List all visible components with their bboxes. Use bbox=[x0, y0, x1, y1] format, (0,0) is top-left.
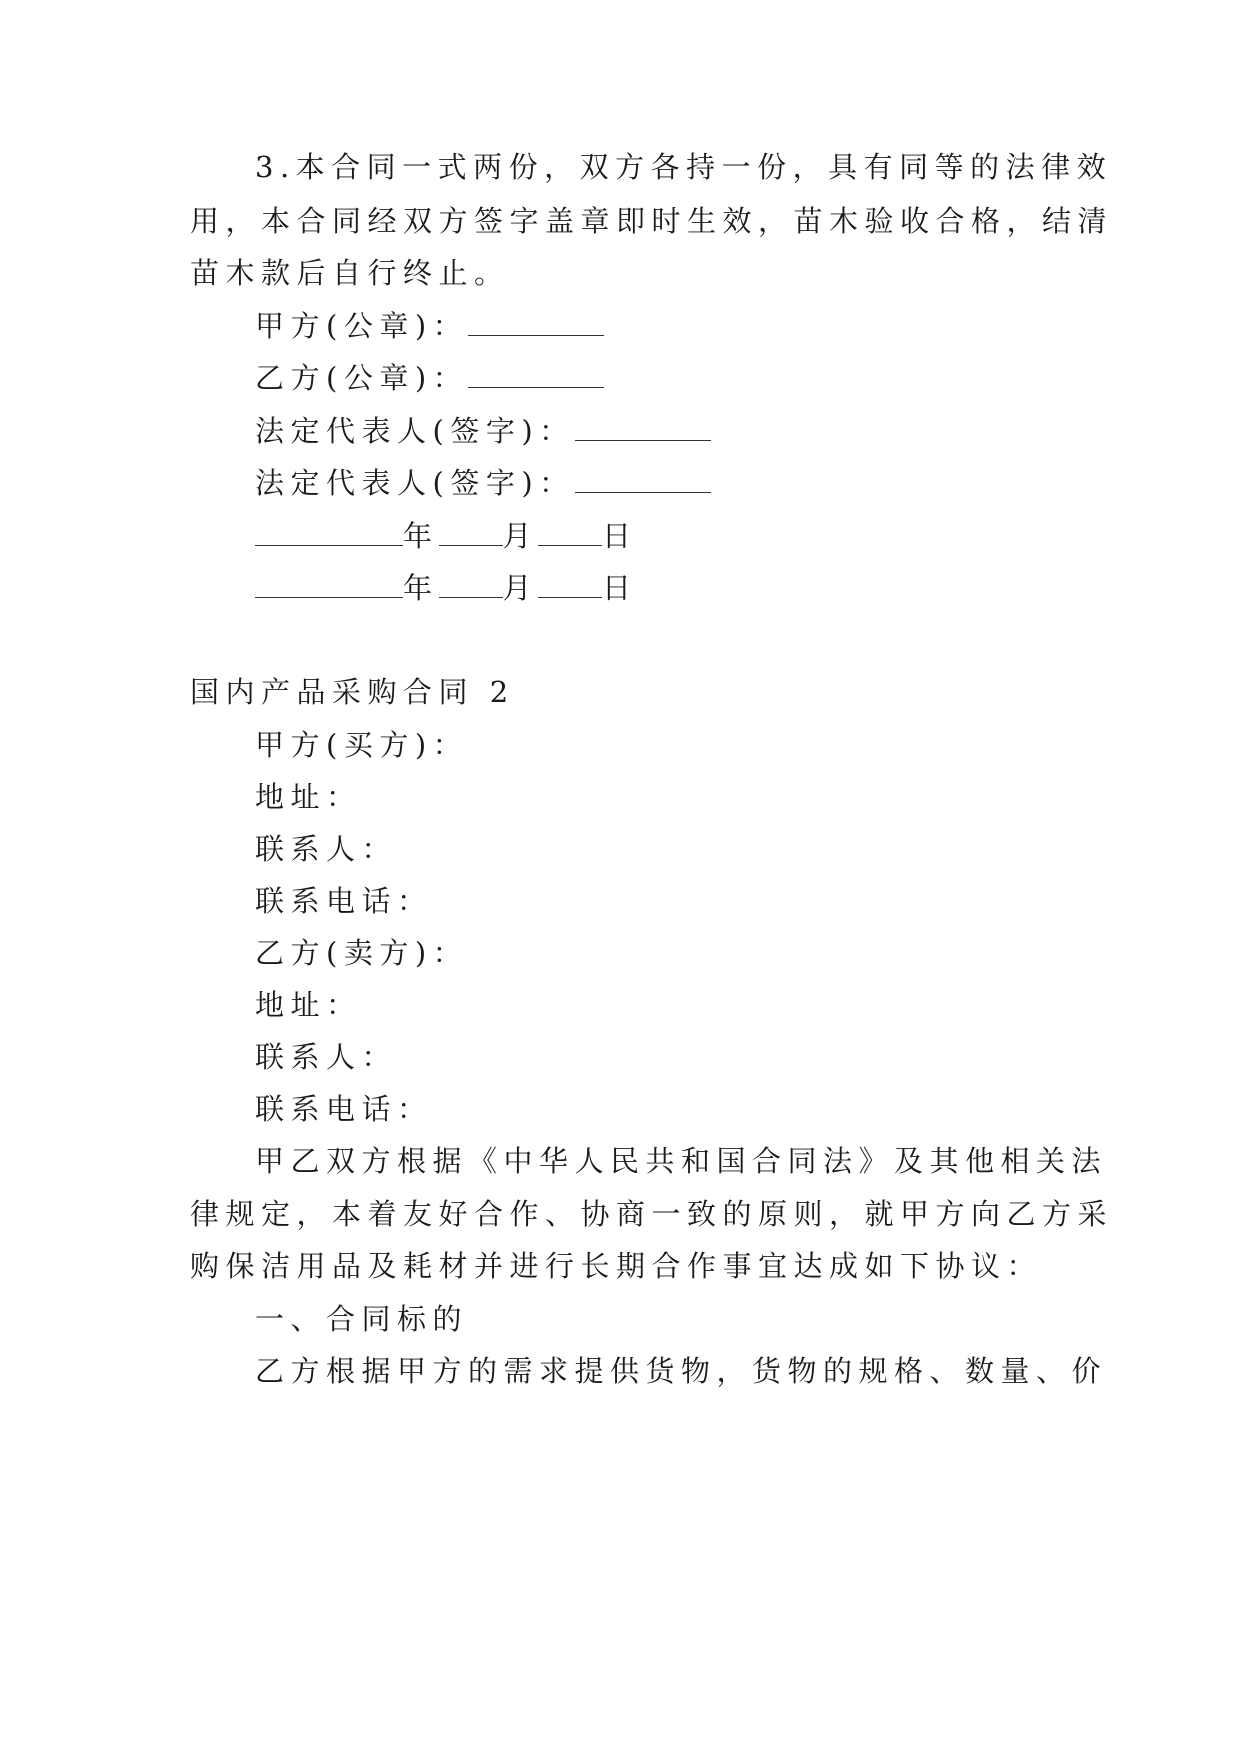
legal-rep-a-label: 法定代表人(签字)： bbox=[255, 414, 575, 448]
para3-line-2: 用，本合同经双方签字盖章即时生效，苗木验收合格，结清 bbox=[190, 204, 1114, 238]
intro-line-2: 律规定，本着友好合作、协商一致的原则，就甲方向乙方采 bbox=[190, 1197, 1114, 1231]
date-month-blank-1 bbox=[439, 523, 503, 546]
clause-1-text: 乙方根据甲方的需求提供货物，货物的规格、数量、价 bbox=[255, 1354, 1108, 1388]
para3-line-1: 3.本合同一式两份，双方各持一份，具有同等的法律效 bbox=[255, 150, 1113, 184]
legal-rep-a-line bbox=[255, 402, 711, 460]
party-a-address-label: 地址： bbox=[255, 780, 362, 814]
party-a-phone-label: 联系电话： bbox=[255, 884, 433, 918]
para3-line-3: 苗木款后自行终止。 bbox=[190, 256, 510, 290]
intro-line-1: 甲乙双方根据《中华人民共和国合同法》及其他相关法 bbox=[255, 1144, 1108, 1178]
party-b-seal-blank bbox=[468, 365, 604, 388]
date-year-blank-1 bbox=[255, 523, 403, 546]
date-year-blank-2 bbox=[255, 575, 403, 598]
intro-line-3: 购保洁用品及耗材并进行长期合作事宜达成如下协议： bbox=[190, 1249, 1043, 1283]
party-b-seal-label: 乙方(公章)： bbox=[255, 361, 469, 395]
party-a-label: 甲方(买方)： bbox=[255, 728, 469, 762]
party-b-address-label: 地址： bbox=[255, 988, 362, 1022]
party-b-phone-label: 联系电话： bbox=[255, 1092, 433, 1126]
party-a-seal-label: 甲方(公章)： bbox=[255, 309, 469, 343]
party-b-label: 乙方(卖方)： bbox=[255, 936, 469, 970]
date-year-label-2: 年 bbox=[403, 571, 439, 605]
date-month-label-1: 月 bbox=[502, 519, 539, 553]
contract-2-title: 国内产品采购合同 2 bbox=[190, 675, 515, 709]
legal-rep-b-blank bbox=[575, 470, 711, 493]
date-day-label-2: 日 bbox=[602, 571, 638, 605]
party-a-seal-line bbox=[255, 297, 604, 355]
party-a-seal-blank bbox=[468, 313, 604, 336]
party-b-seal-line bbox=[255, 349, 604, 407]
date-day-label-1: 日 bbox=[602, 519, 638, 553]
legal-rep-b-line bbox=[255, 454, 711, 512]
date-day-blank-2 bbox=[538, 575, 602, 598]
date-month-blank-2 bbox=[439, 575, 503, 598]
legal-rep-a-blank bbox=[575, 418, 711, 441]
date-line-1 bbox=[255, 507, 638, 565]
clause-1-heading: 一、合同标的 bbox=[255, 1302, 469, 1336]
party-a-contact-label: 联系人： bbox=[255, 832, 398, 866]
party-b-contact-label: 联系人： bbox=[255, 1040, 398, 1074]
date-year-label-1: 年 bbox=[403, 519, 439, 553]
date-day-blank-1 bbox=[538, 523, 602, 546]
date-line-2 bbox=[255, 559, 638, 617]
legal-rep-b-label: 法定代表人(签字)： bbox=[255, 466, 575, 500]
date-month-label-2: 月 bbox=[502, 571, 539, 605]
